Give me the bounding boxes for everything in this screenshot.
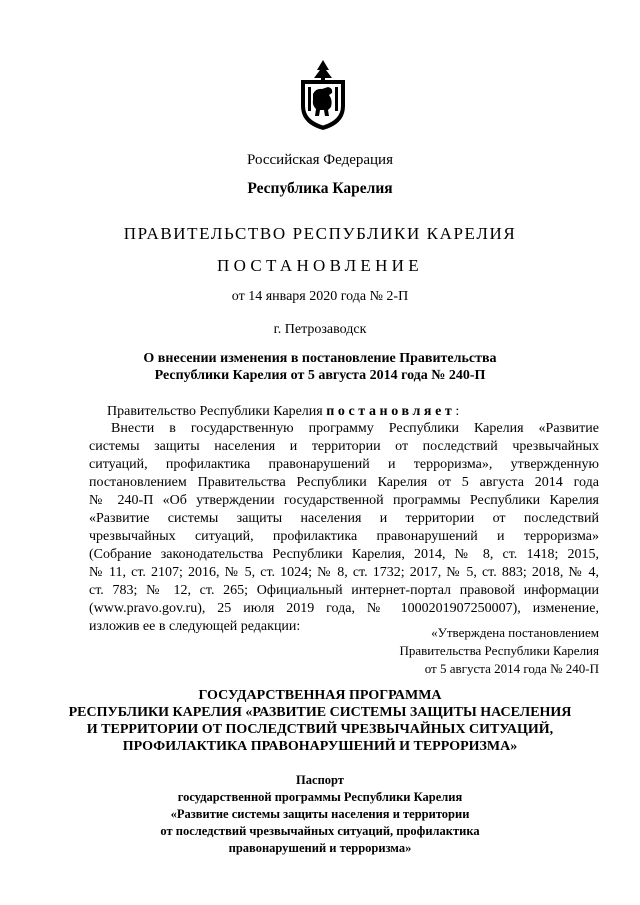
intro-line [107, 404, 459, 420]
program-title-line: РЕСПУБЛИКИ КАРЕЛИЯ «РАЗВИТИЕ СИСТЕМЫ ЗАЩИТЫ НАСЕЛЕНИЯ [68, 705, 572, 720]
body-line: № 240-П «Об утверждении государственной программы Республики Карелия [89, 493, 599, 508]
passport-line: государственной программы Республики Карелия [177, 790, 463, 804]
approval-line: от 5 августа 2014 года № 240-П [424, 661, 599, 676]
city: г. Петрозаводск [273, 322, 367, 337]
program-title-line: И ТЕРРИТОРИИ ОТ ПОСЛЕДСТВИЙ ЧРЕЗВЫЧАЙНЫХ СИТУАЦИЙ, [86, 722, 554, 737]
body-line: ситуаций, профилактика правонарушений и терроризма», утвержденную [89, 457, 599, 472]
body-line: постановлением Правительства Республики Карелия от 5 августа 2014 года [89, 475, 599, 490]
body-line: изложив ее в следующей редакции: [89, 619, 301, 634]
program-title-line: ПРОФИЛАКТИКА ПРАВОНАРУШЕНИЙ И ТЕРРОРИЗМА» [122, 739, 518, 754]
body-line: (Собрание законодательства Республики Карелия, 2014, № 8, ст. 1418; 2015, [89, 547, 599, 562]
country-name: Российская Федерация [247, 152, 393, 168]
body-line: № 11, ст. 2107; 2016, № 5, ст. 1024; № 8, ст. 1732; 2017, № 5, ст. 883; 2018, № 4, [89, 565, 599, 580]
body-line: Внести в государственную программу Республики Карелия «Развитие [111, 421, 599, 436]
republic-name: Республика Карелия [247, 180, 393, 197]
passport-line: «Развитие системы защиты населения и территории [170, 807, 470, 821]
intro-suffix: : [455, 404, 460, 419]
body-line: чрезвычайных ситуаций, профилактика правонарушений и терроризма» [89, 529, 599, 544]
body-line: (www.pravo.gov.ru), 25 июля 2019 года, № 1000201907250007), изменение, [89, 601, 599, 616]
passport-title: Паспорт [296, 773, 344, 787]
government-name: ПРАВИТЕЛЬСТВО РЕСПУБЛИКИ КАРЕЛИЯ [123, 224, 517, 243]
document-title-line: О внесении изменения в постановление Правительства [143, 351, 497, 366]
body-line: «Развитие системы защиты населения и территории от последствий [89, 511, 599, 526]
program-title-line: ГОСУДАРСТВЕННАЯ ПРОГРАММА [198, 688, 442, 703]
body-line: ст. 783; № 12, ст. 265; Официальный интернет-портал правовой информации [89, 583, 599, 598]
passport-line: правонарушений и терроризма» [228, 841, 412, 855]
document-type: ПОСТАНОВЛЕНИЕ [217, 256, 423, 275]
approval-line: «Утверждена постановлением [431, 625, 599, 640]
date-number: от 14 января 2020 года № 2-П [231, 289, 409, 304]
approval-line: Правительства Республики Карелия [399, 643, 599, 658]
passport-line: от последствий чрезвычайных ситуаций, профилактика [160, 824, 480, 838]
document-title-line: Республики Карелия от 5 августа 2014 года № 240-П [154, 368, 486, 383]
intro-prefix: Правительство Республики Карелия [107, 404, 327, 419]
body-line: системы защиты населения и территории от последствий чрезвычайных [89, 439, 599, 454]
intro-decree-word: постановляет [326, 404, 456, 419]
coat-of-arms-icon [298, 60, 348, 130]
